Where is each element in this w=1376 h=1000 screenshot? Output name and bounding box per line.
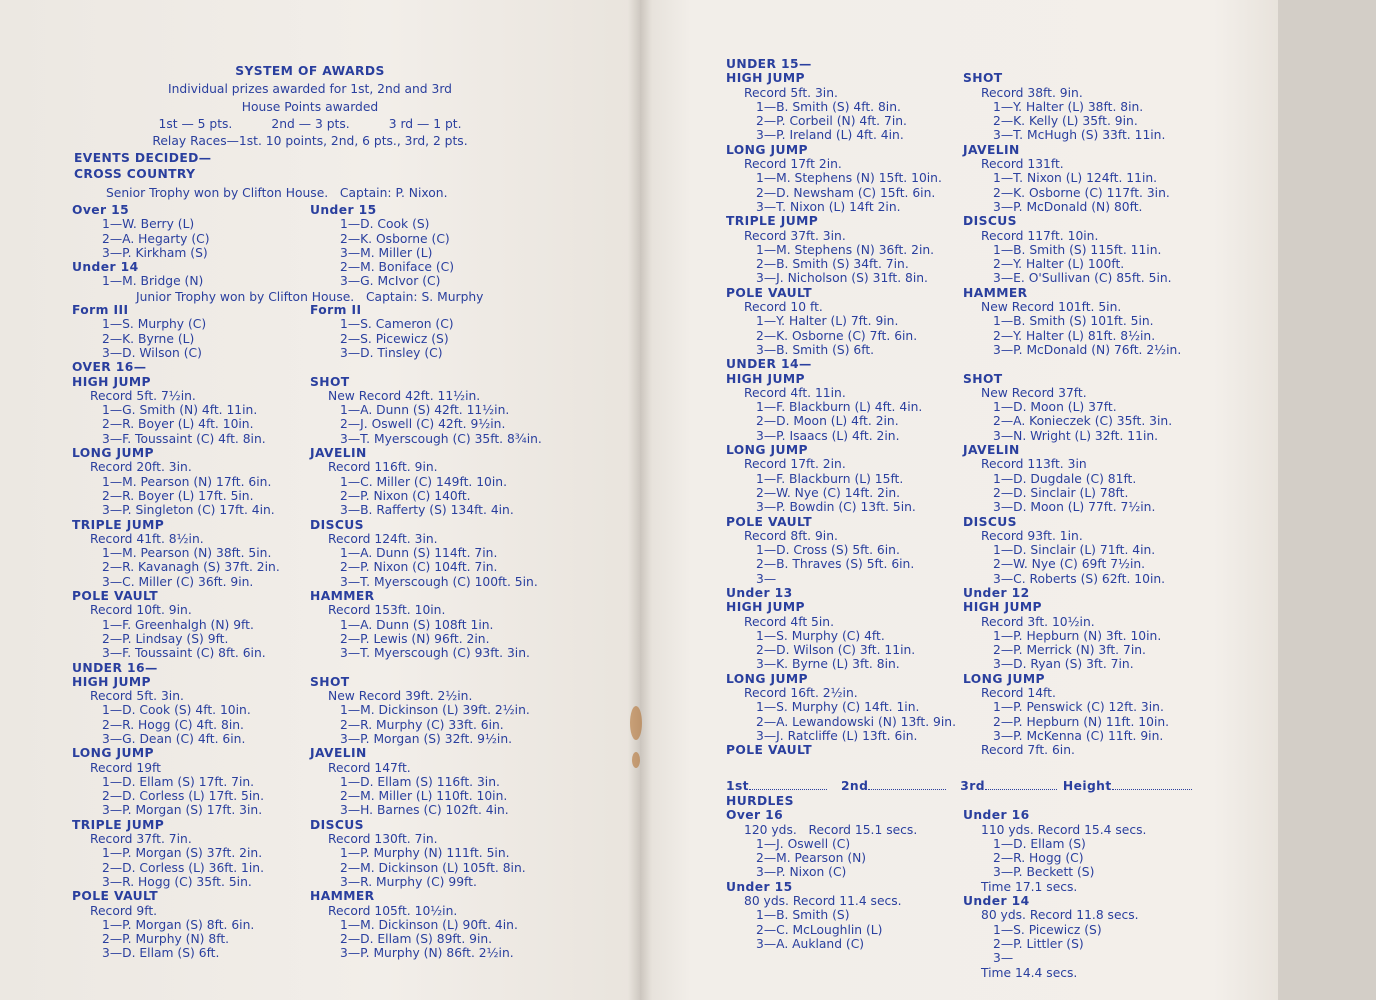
- result-line: 1—D. Cook (S): [340, 217, 430, 232]
- page-gutter: [628, 0, 652, 1000]
- event-heading: LONG JUMP: [963, 671, 1045, 686]
- result-line: Record 7ft. 6in.: [981, 743, 1075, 758]
- result-line: Record 10 ft.: [744, 300, 823, 315]
- result-line: New Record 42ft. 11½in.: [328, 388, 481, 403]
- event-heading: LONG JUMP: [72, 746, 154, 761]
- senior-trophy: [106, 186, 606, 200]
- result-line: Record 9ft.: [90, 903, 158, 918]
- result-line: Record 130ft. 7in.: [328, 832, 438, 847]
- result-line: 80 yds. Record 11.4 secs.: [744, 894, 902, 909]
- result-line: Record 153ft. 10in.: [328, 603, 446, 618]
- event-heading: HIGH JUMP: [72, 374, 151, 389]
- result-line: 3—: [756, 571, 777, 586]
- result-line: 2—M. Dickinson (L) 105ft. 8in.: [340, 860, 526, 875]
- event-heading: Form III: [72, 303, 129, 318]
- result-line: Record 37ft. 7in.: [90, 832, 192, 847]
- result-line: 3—C. Miller (C) 36ft. 9in.: [102, 574, 254, 589]
- result-line: 1—F. Blackburn (L) 4ft. 4in.: [756, 400, 923, 415]
- event-heading: DISCUS: [310, 517, 364, 532]
- result-line: 1—F. Blackburn (L) 15ft.: [756, 471, 904, 486]
- result-line: 2—R. Kavanagh (S) 37ft. 2in.: [102, 560, 280, 575]
- result-line: 1—M. Bridge (N): [102, 274, 204, 289]
- result-line: 2—A. Hegarty (C): [102, 231, 210, 246]
- result-line: 1—B. Smith (S): [756, 908, 850, 923]
- page-title: SYSTEM OF AWARDS: [235, 64, 385, 78]
- spacer: [72, 289, 308, 303]
- result-line: Record 16ft. 2½in.: [744, 686, 858, 701]
- event-heading: DISCUS: [963, 514, 1017, 529]
- result-line: 1—F. Greenhalgh (N) 9ft.: [102, 617, 254, 632]
- event-heading: HAMMER: [963, 285, 1028, 300]
- result-line: 3—H. Barnes (C) 102ft. 4in.: [340, 803, 509, 818]
- trophy-line: Senior Trophy won by Clifton House. Captain: P. Nixon.: [106, 186, 448, 200]
- result-line: 3—P. Nixon (C): [756, 865, 847, 880]
- result-line: 2—K. Osborne (C) 7ft. 6in.: [756, 328, 918, 343]
- result-line: 2—K. Byrne (L): [102, 331, 195, 346]
- result-line: 2—K. Osborne (C): [340, 231, 450, 246]
- result-line: 3—P. Beckett (S): [993, 865, 1095, 880]
- result-line: 2—B. Smith (S) 34ft. 7in.: [756, 257, 909, 272]
- result-line: 1—D. Ellam (S) 17ft. 7in.: [102, 774, 255, 789]
- result-line: 1—P. Murphy (N) 111ft. 5in.: [340, 846, 510, 861]
- result-line: 1—M. Stephens (N) 36ft. 2in.: [756, 242, 935, 257]
- result-line: 3—P. Kirkham (S): [102, 245, 208, 260]
- event-heading: Under 14: [963, 894, 1030, 909]
- event-heading: POLE VAULT: [726, 285, 812, 300]
- event-heading: Under 14: [72, 260, 139, 275]
- result-line: 3—P. Isaacs (L) 4ft. 2in.: [756, 428, 900, 443]
- trophy-line: Junior Trophy won by Clifton House. Captain: S. Murphy: [136, 290, 484, 304]
- result-line: 1—D. Dugdale (C) 81ft.: [993, 471, 1137, 486]
- result-line: 2—P. Lindsay (S) 9ft.: [102, 631, 229, 646]
- result-line: Record 105ft. 10½in.: [328, 903, 458, 918]
- result-line: 80 yds. Record 11.8 secs.: [981, 908, 1139, 923]
- result-line: 3—R. Hogg (C) 35ft. 5in.: [102, 874, 252, 889]
- result-line: 3—T. Myerscough (C) 100ft. 5in.: [340, 574, 538, 589]
- result-line: 3—T. McHugh (S) 33ft. 11in.: [993, 128, 1166, 143]
- result-line: 2—P. Hepburn (N) 11ft. 10in.: [993, 714, 1170, 729]
- result-line: Record 131ft.: [981, 157, 1064, 172]
- spacer: [963, 357, 1203, 371]
- fill-in-row: [726, 779, 1201, 793]
- result-line: 1—S. Murphy (C) 4ft.: [756, 628, 885, 643]
- result-line: 1—D. Cross (S) 5ft. 6in.: [756, 543, 900, 558]
- header-line: Individual prizes awarded for 1st, 2nd and 3rd: [168, 82, 452, 96]
- result-line: Record 117ft. 10in.: [981, 228, 1099, 243]
- result-line: 1—A. Dunn (S) 42ft. 11½in.: [340, 403, 510, 418]
- result-line: New Record 101ft. 5in.: [981, 300, 1122, 315]
- result-line: 2—R. Hogg (C): [993, 851, 1084, 866]
- result-line: 2—M. Boniface (C): [340, 260, 454, 275]
- result-line: Record 124ft. 3in.: [328, 531, 438, 546]
- result-line: 3—J. Nicholson (S) 31ft. 8in.: [756, 271, 928, 286]
- result-line: 1—T. Nixon (L) 124ft. 11in.: [993, 171, 1158, 186]
- left-column-results: [72, 203, 308, 961]
- event-heading: HAMMER: [310, 889, 375, 904]
- result-line: 1—A. Dunn (S) 114ft. 7in.: [340, 546, 498, 561]
- right-column-results: [963, 57, 1203, 758]
- result-line: 3—D. Ryan (S) 3ft. 7in.: [993, 657, 1134, 672]
- result-line: 2—P. Merrick (N) 3ft. 7in.: [993, 643, 1146, 658]
- event-heading: OVER 16—: [72, 360, 147, 375]
- result-line: 3—M. Miller (L): [340, 245, 433, 260]
- event-heading: HIGH JUMP: [726, 371, 805, 386]
- background-surface: [1278, 0, 1376, 1000]
- event-heading: HIGH JUMP: [726, 600, 805, 615]
- event-heading: HIGH JUMP: [726, 71, 805, 86]
- pole-vault-fill-line: [726, 779, 1201, 793]
- result-line: 2—P. Murphy (N) 8ft.: [102, 932, 230, 947]
- event-heading: LONG JUMP: [726, 443, 808, 458]
- result-line: Record 147ft.: [328, 760, 411, 775]
- result-line: 3—T. Myerscough (C) 93ft. 3in.: [340, 646, 530, 661]
- result-line: Record 38ft. 9in.: [981, 85, 1083, 100]
- result-line: 1—S. Cameron (C): [340, 317, 454, 332]
- result-line: 3—D. Wilson (C): [102, 345, 202, 360]
- event-heading: SHOT: [963, 71, 1003, 86]
- section-heading: EVENTS DECIDED—: [74, 151, 212, 165]
- result-line: 120 yds. Record 15.1 secs.: [744, 822, 918, 837]
- event-heading: JAVELIN: [310, 746, 367, 761]
- result-line: 3—F. Toussaint (C) 8ft. 6in.: [102, 646, 266, 661]
- result-line: 3—E. O'Sullivan (C) 85ft. 5in.: [993, 271, 1172, 286]
- event-heading: SHOT: [963, 371, 1003, 386]
- result-line: 1—Y. Halter (L) 38ft. 8in.: [993, 99, 1144, 114]
- event-heading: POLE VAULT: [72, 589, 158, 604]
- result-line: 1—D. Sinclair (L) 71ft. 4in.: [993, 543, 1156, 558]
- result-line: Record 5ft. 7½in.: [90, 388, 196, 403]
- event-heading: HIGH JUMP: [963, 600, 1042, 615]
- result-line: 2—P. Corbeil (N) 4ft. 7in.: [756, 114, 907, 129]
- result-line: Record 19ft: [90, 760, 161, 775]
- result-line: New Record 39ft. 2½in.: [328, 689, 473, 704]
- event-heading: LONG JUMP: [72, 446, 154, 461]
- result-line: 1—A. Dunn (S) 108ft 1in.: [340, 617, 494, 632]
- result-line: Record 113ft. 3in: [981, 457, 1087, 472]
- result-line: 3—: [993, 951, 1014, 966]
- event-heading: POLE VAULT: [72, 889, 158, 904]
- spacer: [310, 289, 610, 303]
- event-heading: DISCUS: [963, 214, 1017, 229]
- result-line: Record 116ft. 9in.: [328, 460, 438, 475]
- result-line: 2—A. Konieczek (C) 35ft. 3in.: [993, 414, 1173, 429]
- hurdles-left-results: [726, 794, 976, 951]
- result-line: 2—D. Ellam (S) 89ft. 9in.: [340, 932, 493, 947]
- events-heading: [74, 151, 374, 183]
- result-line: 2—R. Boyer (L) 17ft. 5in.: [102, 488, 254, 503]
- result-line: 2—P. Littler (S): [993, 936, 1084, 951]
- event-heading: TRIPLE JUMP: [72, 817, 165, 832]
- result-line: 3—P. Ireland (L) 4ft. 4in.: [756, 128, 904, 143]
- event-heading: SHOT: [310, 374, 350, 389]
- result-line: 2—K. Kelly (L) 35ft. 9in.: [993, 114, 1138, 129]
- blank-line: [1112, 779, 1192, 790]
- result-line: 2—D. Corless (L) 17ft. 5in.: [102, 789, 264, 804]
- event-heading: Over 15: [72, 203, 130, 217]
- event-heading: HAMMER: [310, 589, 375, 604]
- result-line: 2—C. McLoughlin (L): [756, 922, 883, 937]
- result-line: 3—P. McDonald (N) 80ft.: [993, 199, 1143, 214]
- awards-header: [70, 62, 550, 150]
- event-heading: Over 16: [726, 808, 784, 823]
- event-heading: HURDLES: [726, 794, 794, 808]
- result-line: 1—D. Ellam (S): [993, 836, 1086, 851]
- result-line: 3—P. McKenna (C) 11ft. 9in.: [993, 728, 1164, 743]
- event-heading: JAVELIN: [310, 446, 367, 461]
- result-line: 3—D. Moon (L) 77ft. 7½in.: [993, 500, 1156, 515]
- result-line: 1—M. Stephens (N) 15ft. 10in.: [756, 171, 942, 186]
- result-line: 3—G. McIvor (C): [340, 274, 441, 289]
- spacer: [310, 360, 610, 374]
- result-line: 1—P. Hepburn (N) 3ft. 10in.: [993, 628, 1162, 643]
- event-heading: DISCUS: [310, 817, 364, 832]
- result-line: 2—W. Nye (C) 14ft. 2in.: [756, 485, 901, 500]
- result-line: 2—J. Oswell (C) 42ft. 9½in.: [340, 417, 506, 432]
- spacer: [963, 57, 1203, 71]
- spacer: [963, 794, 1203, 808]
- result-line: 3—P. Singleton (C) 17ft. 4in.: [102, 503, 275, 518]
- event-heading: POLE VAULT: [726, 743, 812, 758]
- event-heading: Under 16: [963, 808, 1030, 823]
- result-line: 2—Y. Halter (L) 81ft. 8½in.: [993, 328, 1156, 343]
- result-line: Record 4ft. 11in.: [744, 385, 846, 400]
- event-heading: LONG JUMP: [726, 671, 808, 686]
- result-line: 1—M. Dickinson (L) 39ft. 2½in.: [340, 703, 530, 718]
- result-line: Record 17ft 2in.: [744, 157, 842, 172]
- result-line: Record 5ft. 3in.: [90, 689, 184, 704]
- result-line: 3—D. Ellam (S) 6ft.: [102, 946, 220, 961]
- result-line: 2—A. Lewandowski (N) 13ft. 9in.: [756, 714, 957, 729]
- result-line: 1—M. Pearson (N) 38ft. 5in.: [102, 546, 272, 561]
- result-line: 2—R. Boyer (L) 4ft. 10in.: [102, 417, 254, 432]
- result-line: 2—D. Newsham (C) 15ft. 6in.: [756, 185, 936, 200]
- result-line: 3—J. Ratcliffe (L) 13ft. 6in.: [756, 728, 918, 743]
- result-line: 3—N. Wright (L) 32ft. 11in.: [993, 428, 1159, 443]
- right-column-results: [310, 203, 610, 961]
- result-line: 1—D. Cook (S) 4ft. 10in.: [102, 703, 251, 718]
- result-line: 2—D. Sinclair (L) 78ft.: [993, 485, 1129, 500]
- result-line: 1—C. Miller (C) 149ft. 10in.: [340, 474, 507, 489]
- result-line: 3—B. Smith (S) 6ft.: [756, 342, 875, 357]
- result-line: Record 8ft. 9in.: [744, 528, 838, 543]
- result-line: Record 93ft. 1in.: [981, 528, 1083, 543]
- result-line: 1—W. Berry (L): [102, 217, 195, 232]
- result-line: 2—P. Lewis (N) 96ft. 2in.: [340, 631, 490, 646]
- left-column-results: [726, 57, 976, 758]
- result-line: 3—F. Toussaint (C) 4ft. 8in.: [102, 431, 266, 446]
- result-line: Record 14ft.: [981, 686, 1056, 701]
- result-line: Record 17ft. 2in.: [744, 457, 846, 472]
- result-line: 1—P. Morgan (S) 37ft. 2in.: [102, 846, 263, 861]
- result-line: Record 4ft 5in.: [744, 614, 835, 629]
- result-line: 1—G. Smith (N) 4ft. 11in.: [102, 403, 258, 418]
- event-heading: Under 15: [310, 203, 377, 217]
- result-line: 3—T. Nixon (L) 14ft 2in.: [756, 199, 901, 214]
- blank-line: [868, 779, 946, 790]
- result-line: 3—B. Rafferty (S) 134ft. 4in.: [340, 503, 514, 518]
- event-heading: SHOT: [310, 674, 350, 689]
- result-line: Record 3ft. 10½in.: [981, 614, 1095, 629]
- event-heading: JAVELIN: [963, 142, 1020, 157]
- result-line: 1—Y. Halter (L) 7ft. 9in.: [756, 314, 899, 329]
- result-line: 2—S. Picewicz (S): [340, 331, 449, 346]
- result-line: 1—P. Penswick (C) 12ft. 3in.: [993, 700, 1164, 715]
- rust-stain: [632, 752, 640, 768]
- height-label: Height: [1062, 779, 1112, 793]
- result-line: Record 37ft. 3in.: [744, 228, 846, 243]
- result-line: 2—P. Nixon (C) 104ft. 7in.: [340, 560, 498, 575]
- event-heading: HIGH JUMP: [72, 674, 151, 689]
- blank-line: [749, 779, 827, 790]
- event-heading: Form II: [310, 303, 362, 318]
- result-line: 3—G. Dean (C) 4ft. 6in.: [102, 731, 246, 746]
- result-line: 3—K. Byrne (L) 3ft. 8in.: [756, 657, 900, 672]
- result-line: 2—D. Wilson (C) 3ft. 11in.: [756, 643, 916, 658]
- result-line: 1—M. Pearson (N) 17ft. 6in.: [102, 474, 272, 489]
- result-line: 1—S. Murphy (C): [102, 317, 207, 332]
- result-line: 3—P. Bowdin (C) 13ft. 5in.: [756, 500, 916, 515]
- result-line: 2—D. Moon (L) 4ft. 2in.: [756, 414, 899, 429]
- result-line: 1—B. Smith (S) 4ft. 8in.: [756, 99, 901, 114]
- result-line: 2—K. Osborne (C) 117ft. 3in.: [993, 185, 1170, 200]
- place-label: 1st: [726, 779, 749, 793]
- spacer: [310, 661, 610, 675]
- event-heading: UNDER 15—: [726, 57, 812, 71]
- result-line: Record 20ft. 3in.: [90, 460, 192, 475]
- result-line: 3—C. Roberts (S) 62ft. 10in.: [993, 571, 1166, 586]
- result-line: Record 41ft. 8½in.: [90, 531, 204, 546]
- result-line: Record 10ft. 9in.: [90, 603, 192, 618]
- result-line: 2—Y. Halter (L) 100ft.: [993, 257, 1125, 272]
- result-line: Time 14.4 secs.: [981, 965, 1078, 980]
- result-line: 2—D. Corless (L) 36ft. 1in.: [102, 860, 264, 875]
- result-line: 3—T. Myerscough (C) 35ft. 8¾in.: [340, 431, 542, 446]
- event-heading: TRIPLE JUMP: [726, 214, 819, 229]
- rust-stain: [630, 706, 642, 740]
- result-line: 1—D. Moon (L) 37ft.: [993, 400, 1117, 415]
- result-line: Time 17.1 secs.: [981, 879, 1078, 894]
- result-line: 2—R. Murphy (C) 33ft. 6in.: [340, 717, 504, 732]
- result-line: Record 5ft. 3in.: [744, 85, 838, 100]
- result-line: 2—M. Pearson (N): [756, 851, 867, 866]
- blank-line: [985, 779, 1057, 790]
- event-heading: TRIPLE JUMP: [72, 517, 165, 532]
- result-line: 1—S. Murphy (C) 14ft. 1in.: [756, 700, 920, 715]
- result-line: 110 yds. Record 15.4 secs.: [981, 822, 1147, 837]
- result-line: 1—J. Oswell (C): [756, 836, 851, 851]
- result-line: 3—P. Morgan (S) 17ft. 3in.: [102, 803, 263, 818]
- hurdles-right-results: [963, 794, 1203, 980]
- result-line: 2—P. Nixon (C) 140ft.: [340, 488, 471, 503]
- event-heading: Under 12: [963, 585, 1030, 600]
- result-line: 2—W. Nye (C) 69ft 7½in.: [993, 557, 1146, 572]
- event-heading: JAVELIN: [963, 443, 1020, 458]
- result-line: 3—D. Tinsley (C): [340, 345, 443, 360]
- event-heading: POLE VAULT: [726, 514, 812, 529]
- event-heading: Under 15: [726, 879, 793, 894]
- result-line: 1—B. Smith (S) 115ft. 11in.: [993, 242, 1162, 257]
- result-line: 1—M. Dickinson (L) 90ft. 4in.: [340, 917, 518, 932]
- event-heading: UNDER 16—: [72, 660, 158, 675]
- event-heading: LONG JUMP: [726, 142, 808, 157]
- result-line: 1—S. Picewicz (S): [993, 922, 1102, 937]
- place-label: 3rd: [960, 779, 985, 793]
- place-label: 2nd: [840, 779, 869, 793]
- section-heading: CROSS COUNTRY: [74, 167, 196, 181]
- result-line: 2—R. Hogg (C) 4ft. 8in.: [102, 717, 244, 732]
- event-heading: Under 13: [726, 585, 793, 600]
- header-line: House Points awarded: [241, 100, 379, 114]
- result-line: 1—B. Smith (S) 101ft. 5in.: [993, 314, 1154, 329]
- result-line: New Record 37ft.: [981, 385, 1087, 400]
- result-line: 3—R. Murphy (C) 99ft.: [340, 874, 477, 889]
- points-line: 1st — 5 pts. 2nd — 3 pts. 3 rd — 1 pt.: [158, 117, 462, 131]
- result-line: 3—A. Aukland (C): [756, 936, 865, 951]
- result-line: 3—P. Murphy (N) 86ft. 2½in.: [340, 946, 514, 961]
- result-line: 3—P. Morgan (S) 32ft. 9½in.: [340, 731, 513, 746]
- relay-line: Relay Races—1st. 10 points, 2nd, 6 pts., 3rd, 2 pts.: [152, 134, 468, 148]
- result-line: 2—B. Thraves (S) 5ft. 6in.: [756, 557, 915, 572]
- result-line: 1—D. Ellam (S) 116ft. 3in.: [340, 774, 500, 789]
- event-heading: UNDER 14—: [726, 357, 812, 372]
- result-line: 1—P. Morgan (S) 8ft. 6in.: [102, 917, 255, 932]
- result-line: 2—M. Miller (L) 110ft. 10in.: [340, 789, 508, 804]
- result-line: 3—P. McDonald (N) 76ft. 2½in.: [993, 342, 1182, 357]
